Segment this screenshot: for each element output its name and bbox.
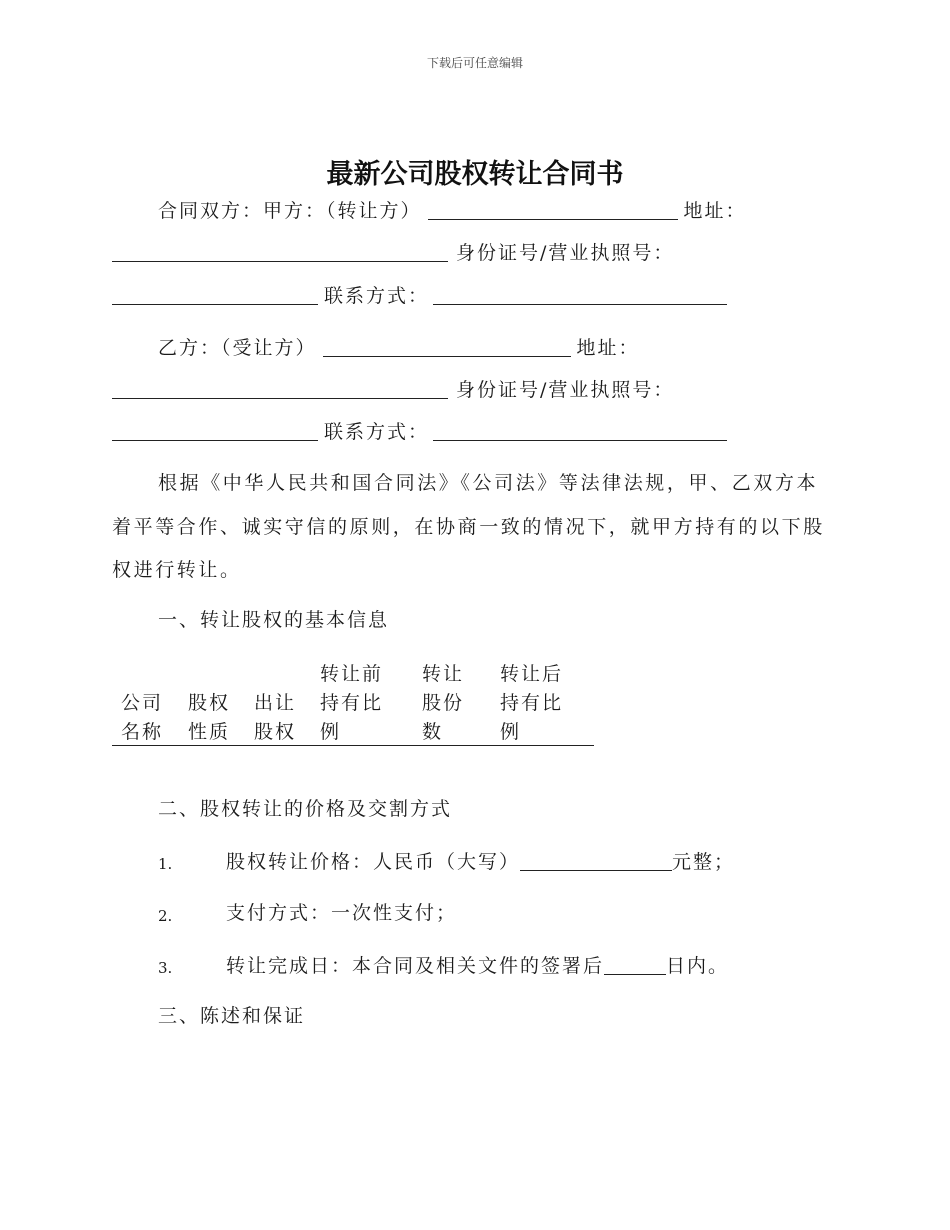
preamble-line-1: 根据《中华人民共和国合同法》《公司法》等法律法规，甲、乙双方本: [158, 472, 819, 494]
section-3-heading: 三、陈述和保证: [158, 1005, 306, 1027]
party-b-contact-blank[interactable]: [433, 422, 727, 441]
party-a-id-blank[interactable]: [112, 286, 318, 305]
preamble-line-3: 权进行转让。: [112, 559, 242, 581]
party-a-address-blank[interactable]: [112, 243, 448, 262]
item-1-text: [226, 852, 735, 872]
table-header-cell: [320, 660, 383, 747]
table-header-line: [254, 660, 296, 689]
table-header-line: 转让: [422, 663, 465, 685]
table-header-line: 例: [320, 721, 342, 743]
table-header-line: 股权: [254, 721, 297, 743]
header-note: 下载后可任意编辑: [426, 56, 523, 70]
party-b-id-label: 身份证号/营业执照号：: [456, 379, 675, 401]
table-header-line: 性质: [188, 721, 231, 743]
document-title: 最新公司股权转让合同书: [326, 159, 624, 190]
party-b-contact-label: 联系方式：: [324, 421, 430, 443]
party-a-name-blank[interactable]: [428, 201, 678, 220]
table-header-cell: [422, 660, 464, 747]
table-header-line: 持有比: [500, 692, 564, 714]
item-1-text-after: 元整；: [672, 851, 736, 873]
item-2-text: 支付方式：一次性支付；: [226, 902, 458, 924]
party-a-line-1: [158, 201, 747, 221]
price-blank[interactable]: [520, 852, 672, 871]
item-1-number: 1.: [158, 855, 173, 873]
party-b-address-label: 地址：: [576, 337, 640, 359]
party-b-label: 乙方：（受让方）: [158, 337, 317, 359]
item-3-text: [226, 956, 729, 976]
table-header-line: 股份: [422, 692, 465, 714]
party-a-line-2: [112, 243, 674, 263]
item-1-text-before: 股权转让价格：人民币（大写）: [226, 851, 521, 873]
table-header-line: 股权: [188, 692, 231, 714]
party-a-line-3: [112, 286, 727, 306]
party-a-id-label: 身份证号/营业执照号：: [456, 242, 675, 264]
party-b-line-1: [158, 338, 640, 358]
party-a-contact-label: 联系方式：: [324, 285, 430, 307]
preamble-line-2: 着平等合作、诚实守信的原则，在协商一致的情况下，就甲方持有的以下股: [112, 516, 825, 538]
table-header-line: [188, 660, 230, 689]
party-b-line-3: [112, 422, 727, 442]
table-header-line: 公司: [121, 692, 164, 714]
party-b-id-blank[interactable]: [112, 422, 318, 441]
table-header-line: [121, 660, 163, 689]
party-b-address-blank[interactable]: [112, 380, 448, 399]
table-header-line: 名称: [121, 721, 164, 743]
table-header-line: 例: [500, 721, 522, 743]
table-bottom-rule: [112, 745, 594, 746]
table-header-line: 转让后: [500, 663, 564, 685]
table-header-cell: [188, 660, 230, 747]
table-header-cell: [121, 660, 163, 747]
table-header-cell: [500, 660, 563, 747]
item-3-number: 3.: [158, 959, 173, 977]
table-header-line: 出让: [254, 692, 297, 714]
table-header-cell: [254, 660, 296, 747]
item-2-number: 2.: [158, 907, 173, 925]
party-a-address-label: 地址：: [683, 200, 747, 222]
contract-parties-label: 合同双方：: [158, 200, 264, 222]
party-b-line-2: [112, 380, 674, 400]
table-header-line: 持有比: [320, 692, 384, 714]
section-2-heading: 二、股权转让的价格及交割方式: [158, 798, 453, 820]
party-b-name-blank[interactable]: [323, 338, 571, 357]
table-header-line: 数: [422, 721, 444, 743]
days-blank[interactable]: [604, 956, 666, 975]
table-header-line: 转让前: [320, 663, 384, 685]
item-3-text-before: 转让完成日：本合同及相关文件的签署后: [226, 955, 605, 977]
party-a-label: 甲方：（转让方）: [263, 200, 422, 222]
party-a-contact-blank[interactable]: [433, 286, 727, 305]
item-3-text-after: 日内。: [666, 955, 730, 977]
section-1-heading: 一、转让股权的基本信息: [158, 609, 390, 631]
